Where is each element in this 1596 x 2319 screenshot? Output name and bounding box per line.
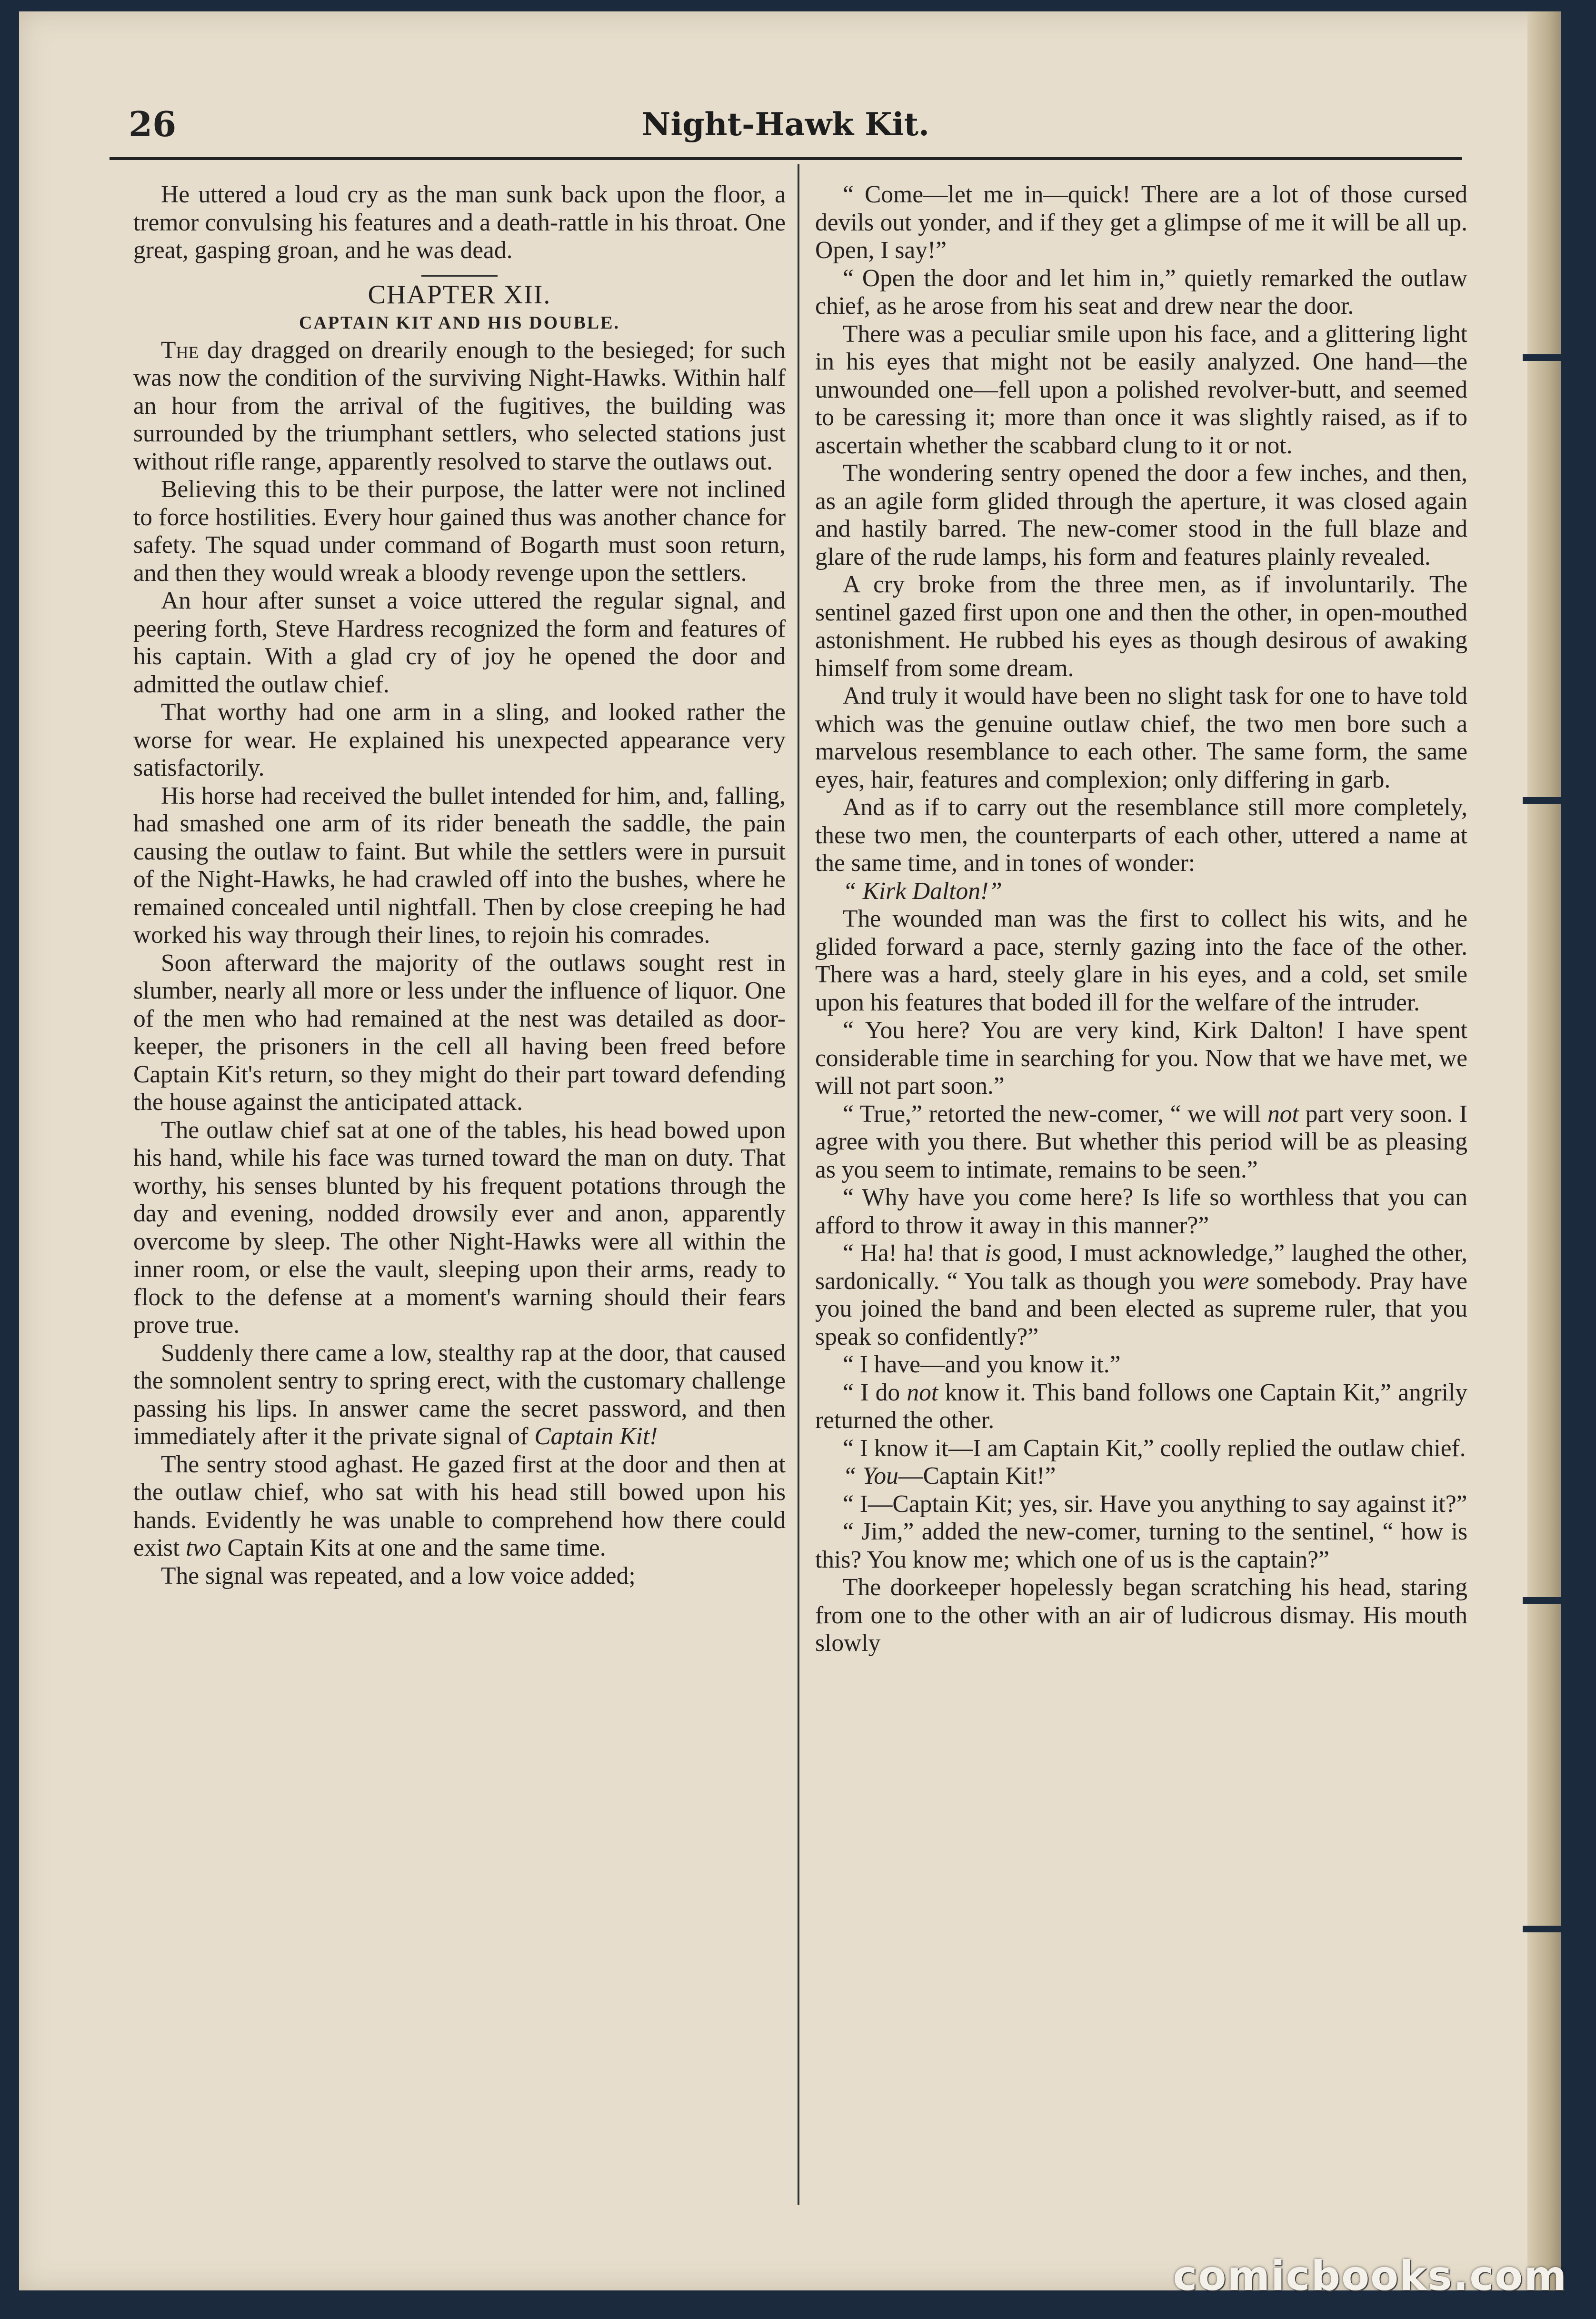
edge-tab-mark [1523, 797, 1561, 804]
paragraph: The wondering sentry opened the door a few inches, and then, as an agile form glided through the aperture, it was closed again and hastily barred. The new-comer stood in the full blaze and glare of the rude lamps, his form and features plainly revealed. [815, 460, 1467, 570]
page-header [110, 95, 1462, 148]
paragraph-text: “ True,” retorted the new-comer, “ we will [843, 1100, 1268, 1128]
page-spine-edge [1527, 11, 1561, 2290]
paragraph-text: “ I do [843, 1379, 907, 1406]
emphasis: “ You [843, 1462, 898, 1489]
emphasis: two [186, 1534, 221, 1561]
emphasis: Captain Kit! [534, 1423, 658, 1450]
paragraph: A cry broke from the three men, as if involuntarily. The sentinel gazed first upon one and then the other, in open-mouthed astonishment. He rubbed his eyes as though desirous of awaking himself from some dream. [815, 571, 1467, 682]
edge-tab-mark [1523, 1926, 1561, 1932]
edge-tab-mark [1523, 1597, 1561, 1604]
paragraph: “ Come—let me in—quick! There are a lot of those cursed devils out yonder, and if they get a glimpse of me it will be all up. Open, I say!” [815, 181, 1467, 264]
paragraph [815, 1239, 1467, 1351]
paragraph: An hour after sunset a voice uttered the regular signal, and peering forth, Steve Hardress recognized the form and features of his captain. With a glad cry of joy he opened the door and admitted the outlaw chief. [133, 587, 786, 698]
paragraph: The signal was repeated, and a low voice added; [161, 1562, 636, 1589]
paragraph-text: The sentry stood aghast. He gazed first at the door and then at the outlaw chief, who sat with his head still bowed upon his hands. Evidently he was unable to comprehend how there could exist [133, 1450, 786, 1561]
paragraph: That worthy had one arm in a sling, and looked rather the worse for wear. He explained his unexpected appearance very satisfactorily. [133, 699, 786, 781]
paragraph-text: good, I must acknowledge,” laughed the other, sardonically. “ You talk as though you [815, 1239, 1467, 1295]
paragraph-text: day dragged on drearily enough to the besieged; for such was now the condition of the surviving Night-Hawks. Within half an hour from the arrival of the fugitives, the building was surrounded by the triumphant settlers, who selected stations just without rifle range, apparently resolved to starve the outlaws out. [133, 336, 786, 475]
paragraph: “ I know it—I am Captain Kit,” coolly replied the outlaw chief. [843, 1434, 1466, 1462]
paragraph [133, 337, 786, 476]
emphasis: were [1202, 1267, 1249, 1295]
edge-tab-mark [1523, 354, 1561, 361]
header-rule [110, 157, 1462, 160]
emphasis: not [907, 1379, 938, 1406]
paragraph: The outlaw chief sat at one of the tables, his head bowed upon his hand, while his face was turned toward the man on duty. That worthy, his senses blunted by his frequent potations through the day and evening, nodded drowsily ever and anon, apparently overcome by sleep. The other Night-Hawks were all within the inner room, or else the vault, sleeping upon their arms, ready to flock to the defense at a moment's warning should their fears prove true. [133, 1116, 786, 1339]
running-title: Night-Hawk Kit. [642, 106, 929, 143]
paragraph: And as if to carry out the resemblance still more completely, these two men, the counterparts of each other, uttered a name at the same time, and in tones of wonder: [815, 794, 1467, 877]
chapter-title: CHAPTER XII. [368, 280, 551, 310]
left-column [133, 181, 786, 1590]
paragraph-text: “ Ha! ha! that [843, 1239, 985, 1267]
paragraph: Soon afterward the majority of the outlaws sought rest in slumber, nearly all more or less under the influence of liquor. One of the men who had remained at the nest was detailed as door-keeper, the prisoners in the cell all having been freed before Captain Kit's return, so they might do their part toward defending the house against the anticipated attack. [133, 949, 786, 1116]
paragraph [815, 1462, 1467, 1490]
paragraph: And truly it would have been no slight task for one to have told which was the genuine outlaw chief, the two men bore such a marvelous resemblance to each other. The same form, the same eyes, hair, features and complexion; only differing in garb. [815, 682, 1467, 793]
paragraph: “ I have—and you know it.” [843, 1351, 1121, 1378]
emphasis: not [1267, 1100, 1299, 1128]
paragraph [815, 1379, 1467, 1435]
emphasis: “ Kirk Dalton!” [843, 877, 1002, 905]
chapter-separator [421, 275, 498, 277]
paragraph-text: part very soon. I agree with you there. But whether this period will be as pleasing as you seem to intimate, remains to be seen.” [815, 1100, 1467, 1183]
paragraph: Believing this to be their purpose, the latter were not inclined to force hostilities. Every hour gained thus was another chance for safety. The squad under command of Bogarth must soon return, and then they would wreak a bloody revenge upon the settlers. [133, 476, 786, 587]
paragraph: “ Jim,” added the new-comer, turning to the sentinel, “ how is this? You know me; which one of us is the captain?” [815, 1518, 1467, 1573]
paragraph-text: Suddenly there came a low, stealthy rap at the door, that caused the somnolent sentry to spring erect, with the customary challenge passing his lips. In answer came the secret password, and then immediately after it the private signal of [133, 1339, 786, 1450]
paragraph [815, 878, 1467, 906]
paragraph [133, 1339, 786, 1451]
paragraph-text: somebody. Pray have you joined the band and been elected as supreme ruler, that you speak so confidently?” [815, 1267, 1468, 1350]
paragraph: There was a peculiar smile upon his face, and a glittering light in his eyes that might not be easily analyzed. One hand—the unwounded one—fell upon a polished revolver-butt, and seemed to be caressing it; more than once it was slightly raised, as if to ascertain whether the scabbard clung to it or not. [815, 320, 1467, 459]
paragraph [815, 1100, 1467, 1184]
paragraph: “ Why have you come here? Is life so worthless that you can afford to throw it away in this manner?” [815, 1184, 1467, 1239]
lead-word: The [161, 336, 199, 364]
chapter-subtitle: CAPTAIN KIT AND HIS DOUBLE. [299, 312, 620, 333]
paragraph: The doorkeeper hopelessly began scratching his head, staring from one to the other with an air of ludicrous dismay. His mouth slowly [815, 1574, 1467, 1657]
paragraph: “ You here? You are very kind, Kirk Dalton! I have spent considerable time in searching for you. Now that we have met, we will not part soon.” [815, 1017, 1467, 1100]
paragraph-text: know it. This band follows one Captain Kit,” angrily returned the other. [815, 1379, 1467, 1434]
paragraph-text: —Captain Kit!” [898, 1462, 1056, 1489]
emphasis: is [985, 1239, 1001, 1267]
paragraph [133, 1451, 786, 1562]
paragraph: “ I—Captain Kit; yes, sir. Have you anything to say against it?” [843, 1490, 1467, 1518]
right-column [815, 181, 1467, 1658]
paragraph: “ Open the door and let him in,” quietly remarked the outlaw chief, as he arose from his seat and drew near the door. [815, 264, 1467, 320]
page-number: 26 [129, 104, 177, 144]
column-divider [798, 164, 799, 2205]
paragraph: He uttered a loud cry as the man sunk back upon the floor, a tremor convulsing his features and a death-rattle in his throat. One great, gasping groan, and he was dead. [133, 181, 786, 264]
paragraph: The wounded man was the first to collect his wits, and he glided forward a pace, sternly gazing into the face of the other. There was a hard, steely glare in his eyes, and a cold, set smile upon his features that boded ill for the welfare of the intruder. [815, 905, 1467, 1016]
paragraph: His horse had received the bullet intended for him, and, falling, had smashed one arm of its rider beneath the saddle, the pain causing the outlaw to faint. But while the settlers were in pursuit of the Night-Hawks, he had crawled off into the bushes, where he remained concealed until nightfall. Then by close creeping he had worked his way through their lines, to rejoin his comrades. [133, 782, 786, 949]
paragraph-text: Captain Kits at one and the same time. [221, 1534, 606, 1561]
site-watermark: comicbooks.com [1173, 2252, 1567, 2300]
